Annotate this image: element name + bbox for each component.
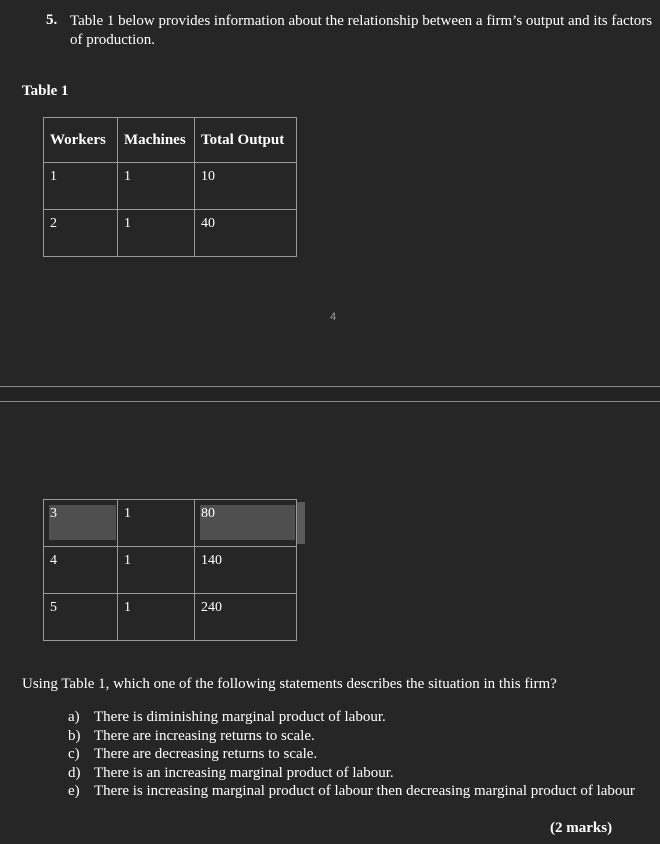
table-row xyxy=(44,594,297,641)
option-e[interactable] xyxy=(68,782,638,801)
option-text: There are decreasing returns to scale. xyxy=(94,746,318,762)
option-letter: a) xyxy=(68,709,80,725)
table-header-row xyxy=(44,118,297,163)
cell-machines: 1 xyxy=(118,500,195,547)
cell-machines: 1 xyxy=(118,210,195,257)
question-stem: Using Table 1, which one of the following statements describes the situation in this firm? xyxy=(22,676,557,692)
table-1-part-2 xyxy=(43,499,297,641)
option-letter: c) xyxy=(68,746,80,762)
table-row xyxy=(44,163,297,210)
option-a[interactable] xyxy=(68,708,638,727)
option-text: There is an increasing marginal product of labour. xyxy=(94,764,394,781)
marks-label: (2 marks) xyxy=(550,820,613,836)
page-break xyxy=(0,386,660,402)
cell-workers[interactable] xyxy=(44,500,118,547)
table-1-part-1 xyxy=(43,117,297,257)
option-b[interactable] xyxy=(68,727,638,746)
table-row[interactable] xyxy=(44,500,297,547)
page-4 xyxy=(0,0,660,386)
header-machines: Machines xyxy=(118,118,195,163)
cell-workers: 2 xyxy=(44,210,118,257)
cell-machines: 1 xyxy=(118,594,195,641)
option-d[interactable] xyxy=(68,764,638,783)
table-resize-handle[interactable] xyxy=(297,502,305,544)
cell-workers: 1 xyxy=(44,163,118,210)
page-5 xyxy=(0,402,660,844)
option-text: There are increasing returns to scale. xyxy=(94,727,315,744)
option-letter: d) xyxy=(68,764,81,781)
cell-machines: 1 xyxy=(118,547,195,594)
header-total-output: Total Output xyxy=(195,118,297,163)
option-c[interactable] xyxy=(68,745,638,764)
cell-total-output: 10 xyxy=(195,163,297,210)
header-workers: Workers xyxy=(44,118,118,163)
option-letter: b) xyxy=(68,727,81,744)
cell-total-output: 240 xyxy=(195,594,297,641)
cell-total-output: 40 xyxy=(195,210,297,257)
cell-total-output[interactable] xyxy=(195,500,297,547)
cell-total-output: 140 xyxy=(195,547,297,594)
question-number: 5. xyxy=(46,12,58,28)
cell-workers: 4 xyxy=(44,547,118,594)
option-letter: e) xyxy=(68,783,80,799)
answer-options xyxy=(68,708,638,801)
cell-text: 80 xyxy=(201,506,215,521)
table-row xyxy=(44,547,297,594)
table-title: Table 1 xyxy=(22,83,69,99)
cell-machines: 1 xyxy=(118,163,195,210)
cell-workers: 5 xyxy=(44,594,118,641)
selection-highlight xyxy=(49,505,116,540)
option-text: There is diminishing marginal product of labour. xyxy=(94,709,386,725)
table-row xyxy=(44,210,297,257)
option-text: There is increasing marginal product of labour then decreasing marginal product of labour xyxy=(94,783,635,799)
cell-text: 3 xyxy=(50,506,57,521)
question-text: Table 1 below provides information about the relationship between a firm’s output and its factors of production. xyxy=(70,13,653,48)
page-number: 4 xyxy=(330,311,337,323)
